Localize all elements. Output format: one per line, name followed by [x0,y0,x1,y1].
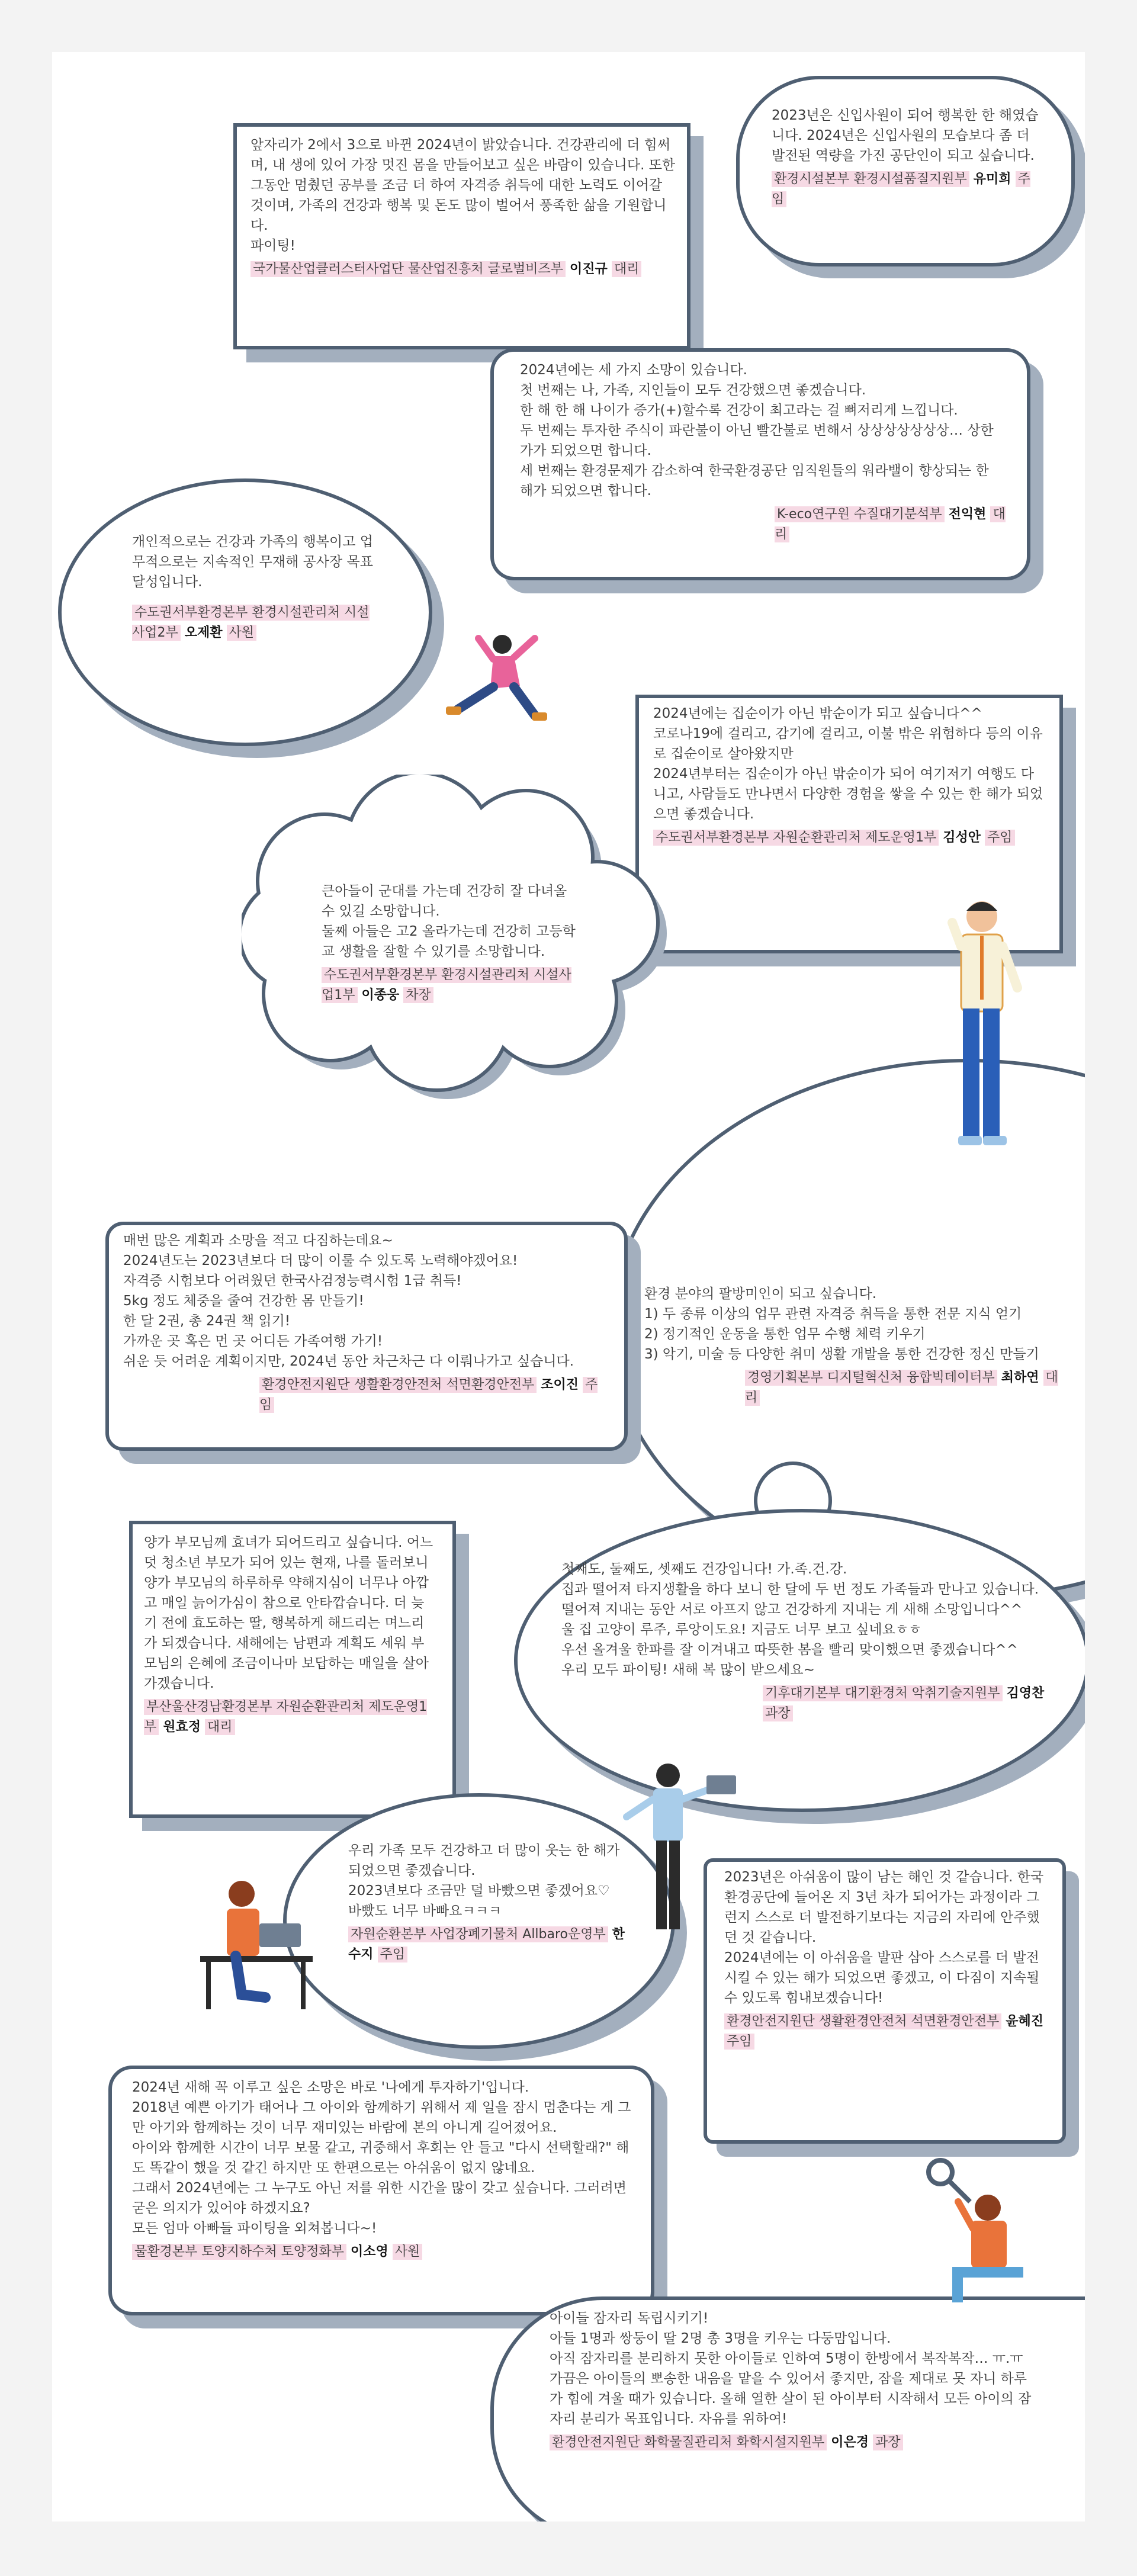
message-4-rank: 사원 [227,625,257,641]
message-3 [520,360,1006,545]
message-3-line-4: 두 번째는 투자한 주식이 파란불이 아닌 빨간불로 변해서 상상상상상상상… 상한가가 되었으면 합니다. [520,423,994,458]
message-10-org: 기후대기본부 대기환경처 악취기술지원부 [763,1685,1003,1701]
message-5-org: 수도권서부환경본부 자원순환관리처 제도운영1부 [653,830,939,846]
message-1-name: 이진규 [570,262,608,277]
message-10-line-5: 우선 올겨울 한파를 잘 이겨내고 따뜻한 봄을 빨리 맞이했으면 좋겠습니다^^ [561,1642,1018,1658]
message-3-signature [775,505,1006,545]
message-14-line-4: 가끔은 아이들의 뽀송한 내음을 맡을 수 있어서 좋지만, 잠을 제대로 못 자니 하루가 힘에 겨울 때가 있습니다. 올해 열한 살이 된 아이부터 시작해서 모든 아이의 잠자리 분리가 목표입니다. 자유를 위하여! [550,2371,1032,2427]
message-2-rank: 주임 [772,172,1030,207]
message-6 [322,881,576,1006]
message-8-name: 최하연 [1001,1370,1039,1385]
message-8-rank: 대리 [745,1370,1058,1405]
message-13-signature [132,2242,422,2262]
message-4-line-1: 개인적으로는 건강과 가족의 행복이고 업무적으로는 지속적인 무재해 공사장 목표 달성입니다. [132,534,373,590]
message-1-rank: 대리 [612,261,642,277]
message-5-signature [653,828,1015,848]
message-12-rank: 주임 [724,2034,754,2050]
message-2-name: 유미희 [973,172,1011,187]
message-4-org: 수도권서부환경본부 환경시설관리처 시설사업2부 [132,605,370,640]
message-6-rank: 차장 [403,987,433,1003]
message-3-line-2: 첫 번째는 나, 가족, 지인들이 모두 건강했으면 좋겠습니다. [520,383,866,398]
message-7-name: 조이진 [541,1377,579,1392]
message-9 [144,1533,437,1737]
woman-with-magnifier-illustration [905,2154,1035,2308]
message-1-line-2: 파이팅! [250,238,296,253]
message-11-line-1: 우리 가족 모두 건강하고 더 많이 웃는 한 해가 되었으면 좋겠습니다. [348,1843,620,1878]
message-10-name: 김영찬 [1006,1686,1045,1701]
message-12-name: 윤혜진 [1006,2014,1044,2029]
message-4-signature [132,603,381,643]
message-10-line-1: 첫째도, 둘째도, 셋째도 건강입니다! 가.족.건.강. [561,1562,847,1577]
message-12-org: 환경안전지원단 생활환경안전처 석면환경안전부 [724,2013,1001,2029]
message-3-line-5: 세 번째는 환경문제가 감소하여 한국환경공단 임직원들의 워라밸이 향상되는 한 해가 되었으면 합니다. [520,463,989,499]
message-5-name: 김성안 [943,830,981,845]
message-7-rank: 주임 [259,1377,598,1412]
message-14 [550,2308,1035,2453]
message-12 [724,1867,1047,2052]
message-11-org: 자원순환본부 사업장폐기물처 Allbaro운영부 [348,1926,608,1942]
message-8-org: 경영기획본부 디지털혁신처 융합빅데이터부 [745,1370,997,1386]
message-8-line-2: 1) 두 종류 이상의 업무 관련 자격증 취득을 통한 전문 지식 얻기 [644,1306,1022,1322]
message-8-signature [745,1368,1071,1408]
message-13 [132,2077,635,2262]
message-6-name: 이종웅 [361,988,400,1003]
message-9-signature [144,1697,437,1737]
message-3-name: 전익현 [948,507,987,522]
message-3-org: K-eco연구원 수질대기분석부 [775,506,945,522]
message-12-line-1: 2023년은 아쉬움이 많이 남는 해인 것 같습니다. 한국환경공단에 들어온 지 3년 차가 되어가는 과정이라 그런지 스스로 더 발전하기보다는 지금의 자리에 안주했던 것 같습니다. [724,1870,1044,1945]
message-7-org: 환경안전지원단 생활환경안전처 석면환경안전부 [259,1377,537,1393]
message-12-signature [724,2012,1047,2052]
message-13-line-4: 그래서 2024년에는 그 누구도 아닌 저를 위한 시간을 많이 갖고 싶습니다. 그러려면 굳은 의지가 있어야 하겠지요? [132,2180,627,2216]
standing-man-illustration [929,893,1035,1165]
message-9-name: 원효정 [163,1720,201,1735]
page-card [52,52,1085,2522]
message-11-line-3: 바빴도 너무 바빠요ㅋㅋㅋ [348,1903,502,1919]
message-3-line-3: 한 해 한 해 나이가 증가(+)할수록 건강이 최고라는 걸 뼈저리게 느낍니다. [520,403,958,418]
message-14-line-2: 아들 1명과 쌍둥이 딸 2명 총 3명을 키우는 다둥맘입니다. [550,2331,891,2346]
message-14-name: 이은경 [831,2435,869,2450]
message-9-rank: 대리 [205,1719,235,1735]
message-13-line-5: 모든 엄마 아빠들 파이팅을 외쳐봅니다~! [132,2221,377,2236]
message-4-name: 오제환 [184,625,223,640]
message-14-rank: 과장 [873,2434,903,2450]
message-13-name: 이소영 [351,2244,388,2259]
message-13-line-1: 2024년 새해 꼭 이루고 싶은 소망은 바로 '나에게 투자하기'입니다. [132,2080,529,2095]
message-10-rank: 과장 [763,1705,793,1721]
message-9-org: 부산울산경남환경본부 자원순환관리처 제도운영1부 [144,1700,428,1735]
message-14-line-1: 아이들 잠자리 독립시키기! [550,2311,709,2326]
message-11 [348,1841,632,1965]
message-2-signature [772,169,1044,210]
message-14-signature [550,2433,903,2453]
message-11-line-2: 2023년보다 조금만 덜 바빴으면 좋겠어요♡ [348,1883,610,1899]
message-5-line-3: 2024년부터는 집순이가 아닌 밖순이가 되어 여기저기 여행도 다니고, 사람들도 만나면서 다양한 경험을 쌓을 수 있는 한 해가 되었으면 좋겠습니다. [653,766,1043,822]
message-3-rank: 대리 [775,507,1006,542]
message-10-line-3: 떨어져 지내는 동안 서로 아프지 않고 건강하게 지내는 게 새해 소망입니다^^ [561,1602,1023,1617]
message-6-org: 수도권서부환경본부 환경시설관리처 시설사업1부 [322,968,571,1003]
message-14-line-3: 아직 잠자리를 분리하지 못한 아이들로 인하여 5명이 한방에서 복작복작… ㅠ.ㅠ [550,2351,1023,2366]
message-13-line-3: 아이와 함께한 시간이 너무 보물 같고, 귀중해서 후회는 안 들고 "다시 선택할래?" 해도 똑같이 했을 것 같긴 하지만 또 한편으로는 아쉬움이 없지 않네요. [132,2140,629,2176]
message-13-org: 물환경본부 토양지하수처 토양정화부 [132,2244,346,2260]
message-7 [123,1231,609,1415]
message-10-signature [763,1684,1047,1724]
message-2-org: 환경시설본부 환경시설품질지원부 [772,171,969,187]
message-5-rank: 주임 [985,830,1015,846]
message-4 [132,532,381,643]
message-10-line-4: 울 집 고양이 루주, 루앙이도요! 지금도 너무 보고 싶네요ㅎㅎ [561,1622,922,1637]
message-13-rank: 사원 [393,2244,423,2260]
message-2 [772,105,1044,210]
message-1-signature [250,259,641,280]
message-13-line-2: 2018년 예쁜 아기가 태어나 그 아이와 함께하기 위해서 제 일을 잠시 멈춘다는 게 그만 아기와 함께하는 것이 너무 재미있는 바람에 본의 아니게 길어졌어요. [132,2100,631,2135]
message-7-line-7: 쉬운 듯 어려운 계획이지만, 2024년 동안 차근차근 다 이뤄나가고 싶습니다. [123,1354,574,1369]
running-person-illustration [431,621,561,739]
message-6-signature [322,965,576,1006]
message-5-line-1: 2024년에는 집순이가 아닌 밖순이가 되고 싶습니다^^ [653,706,982,721]
message-10 [561,1559,1047,1724]
message-2-line-1: 2023년은 신입사원이 되어 행복한 한 해였습니다. 2024년은 신입사원의 모습보다 좀 더 발전된 역량을 가진 공단인이 되고 싶습니다. [772,108,1039,163]
message-5 [653,704,1044,848]
message-7-line-2: 2024년도는 2023년보다 더 많이 이룰 수 있도록 노력해야겠어요! [123,1253,518,1268]
message-7-line-3: 자격증 시험보다 어려웠던 한국사검정능력시험 1급 취득! [123,1273,462,1289]
message-7-line-1: 매번 많은 계획과 소망을 적고 다짐하는데요~ [123,1233,393,1248]
message-1 [250,135,677,280]
message-10-line-2: 집과 떨어져 타지생활을 하다 보니 한 달에 두 번 정도 가족들과 만나고 있습니다. [561,1582,1039,1597]
message-7-signature [259,1375,609,1415]
message-11-signature [348,1925,632,1965]
message-8-line-4: 3) 악기, 미술 등 다양한 취미 생활 개발을 통한 건강한 정신 만들기 [644,1347,1039,1362]
man-with-laptop-illustration [603,1752,745,1941]
message-5-line-2: 코로나19에 걸리고, 감기에 걸리고, 이불 밖은 위험하다 등의 이유로 집순이로 살아왔지만 [653,726,1043,762]
message-6-line-1: 큰아들이 군대를 가는데 건강히 잘 다녀올 수 있길 소망합니다. [322,884,567,919]
message-3-line-1: 2024년에는 세 가지 소망이 있습니다. [520,362,747,378]
message-11-name: 한수지 [348,1927,625,1962]
message-14-org: 환경안전지원단 화학물질관리처 화학시설지원부 [550,2434,827,2450]
message-8-line-3: 2) 정기적인 운동을 통한 업무 수행 체력 키우기 [644,1326,926,1342]
message-8 [644,1284,1071,1408]
message-7-line-6: 가까운 곳 혹은 먼 곳 어디든 가족여행 가기! [123,1334,383,1349]
message-7-line-4: 5kg 정도 체중을 줄여 건강한 몸 만들기! [123,1293,364,1309]
message-10-line-6: 우리 모두 파이팅! 새해 복 많이 받으세요~ [561,1662,815,1678]
message-12-line-2: 2024년에는 이 아쉬움을 발판 삼아 스스로를 더 발전시킬 수 있는 해가 되었으면 좋겠고, 이 다짐이 지속될 수 있도록 힘내보겠습니다! [724,1950,1040,2006]
message-6-line-2: 둘째 아들은 고2 올라가는데 건강히 고등학교 생활을 잘할 수 있기를 소망합니다. [322,924,576,959]
message-1-org: 국가물산업클러스터사업단 물산업진흥처 글로벌비즈부 [250,261,566,277]
message-11-rank: 주임 [378,1947,408,1962]
woman-at-desk-illustration [200,1870,319,2018]
message-8-line-1: 환경 분야의 팔방미인이 되고 싶습니다. [644,1286,877,1302]
message-9-line-1: 양가 부모님께 효녀가 되어드리고 싶습니다. 어느덧 청소년 부모가 되어 있는 현재, 나를 돌러보니 양가 부모님의 하루하루 약해지심이 너무나 아깝고 매일 늙어가심이 참으로 안타깝습니다. 더 늦기 전에 효도하는 딸, 행복하게 해드리는 며느리가 되겠습니다. 새해에는 남편과 계획도 세워 부모님의 은혜에 조금이나마 보답하는 매일을 살아가겠습니다. [144,1535,433,1691]
message-7-line-5: 한 달 2권, 총 24권 책 읽기! [123,1313,291,1329]
message-1-line-1: 앞자리가 2에서 3으로 바뀐 2024년이 밝았습니다. 건강관리에 더 힘써며, 내 생에 있어 가장 멋진 몸을 만들어보고 싶은 바람이 있습니다. 또한 그동안 멈췄던 공부를 조금 더 하여 자격증 취득에 대한 노력도 이어갈 것이며, 가족의 건강과 행복 및 돈도 많이 벌어서 풍족한 삶을 기원합니다. [250,137,676,233]
